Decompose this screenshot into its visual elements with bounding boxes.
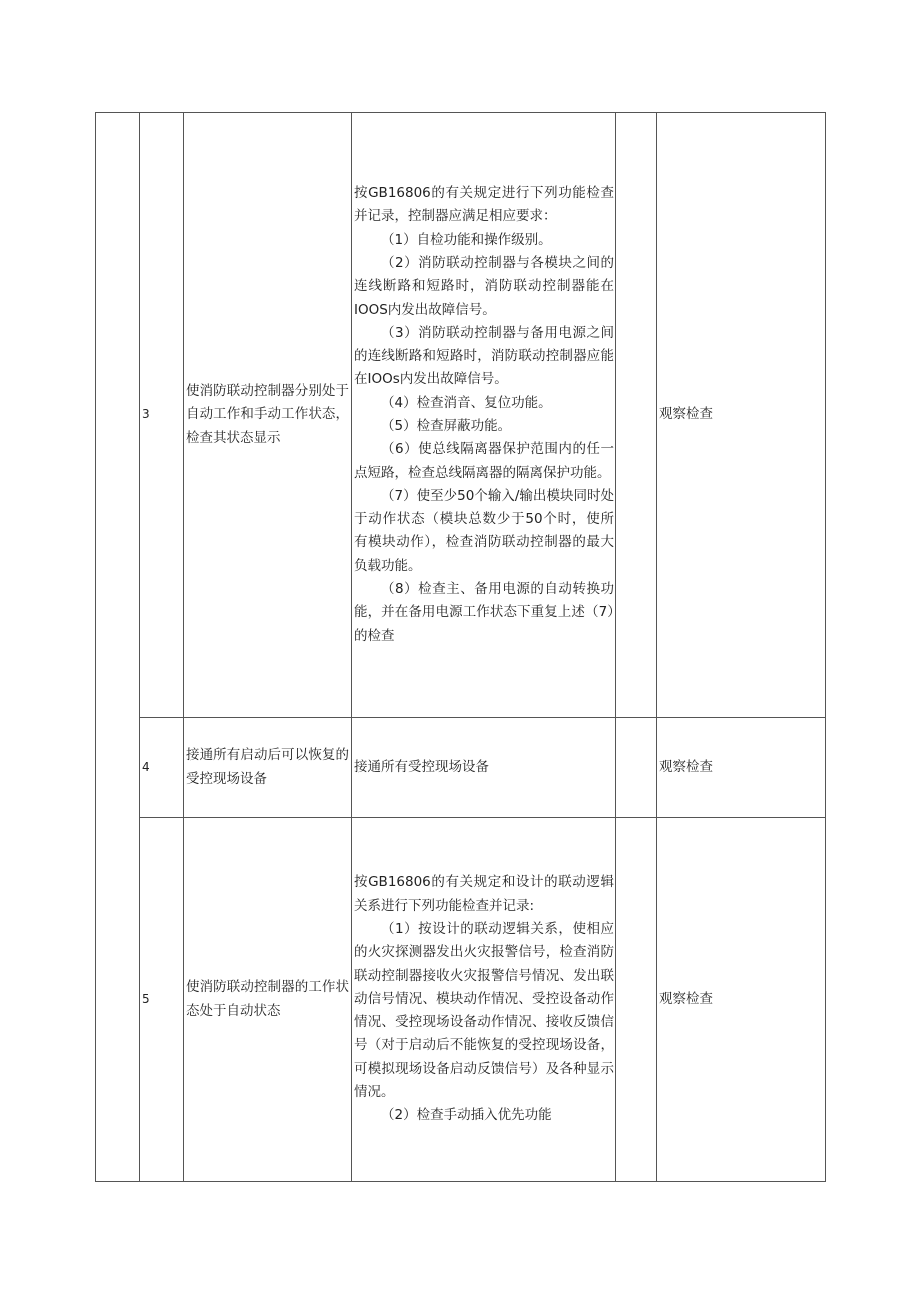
check-method <box>352 818 616 1182</box>
empty-cell <box>616 113 657 718</box>
row-number: 5 <box>140 818 184 1182</box>
inspection-table <box>95 112 826 1182</box>
method-step: （4）检查消音、复位功能。 <box>381 394 552 411</box>
method-step: （3）消防联动控制器与备用电源之间的连线断路和短路时，消防联动控制器应能在IOOs内发出故障信号。 <box>354 324 614 388</box>
method-step: （7）使至少50个输入/输出模块同时处于动作状态（模块总数少于50个时，使所有模块动作），检查消防联动控制器的最大负载功能。 <box>354 487 614 574</box>
method-intro: 按GB16806的有关规定进行下列功能检查并记录，控制器应满足相应要求： <box>354 185 614 225</box>
check-method <box>352 718 616 818</box>
table-row <box>96 113 826 718</box>
method-step: （1）按设计的联动逻辑关系，使相应的火灾探测器发出火灾报警信号，检查消防联动控制器接收火灾报警信号情况、发出联动信号情况、模块动作情况、受控设备动作情况、受控现场设备动作情况、接收反馈信号（对于启动后不能恢复的受控现场设备，可模拟现场设备启动反馈信号）及各种显示情况。 <box>354 920 614 1101</box>
row-number: 3 <box>140 113 184 718</box>
method-intro: 按GB16806的有关规定和设计的联动逻辑关系进行下列功能检查并记录: <box>354 874 614 914</box>
check-result: 观察检查 <box>657 818 826 1182</box>
table-row <box>96 818 826 1182</box>
check-item: 接通所有启动后可以恢复的受控现场设备 <box>184 718 352 818</box>
empty-cell <box>616 818 657 1182</box>
method-step: （2）消防联动控制器与各模块之间的连线断路和短路时，消防联动控制器能在IOOS内发出故障信号。 <box>354 254 614 318</box>
check-item: 使消防联动控制器分别处于自动工作和手动工作状态，检查其状态显示 <box>184 113 352 718</box>
method-step: （1）自检功能和操作级别。 <box>381 231 552 248</box>
method-step: （2）检查手动插入优先功能 <box>381 1107 552 1124</box>
row-number: 4 <box>140 718 184 818</box>
method-step: （5）检查屏蔽功能。 <box>381 418 512 434</box>
empty-cell <box>616 718 657 818</box>
check-method <box>352 113 616 718</box>
method-intro: 接通所有受控现场设备 <box>354 758 489 775</box>
check-result: 观察检查 <box>657 113 826 718</box>
method-step: （8）检查主、备用电源的自动转换功能，并在备用电源工作状态下重复上述（7）的检查 <box>354 581 614 644</box>
check-item: 使消防联动控制器的工作状态处于自动状态 <box>184 818 352 1182</box>
table-row <box>96 718 826 818</box>
check-result: 观察检查 <box>657 718 826 818</box>
method-step: （6）使总线隔离器保护范围内的任一点短路，检查总线隔离器的隔离保护功能。 <box>354 441 614 481</box>
left-margin-cell <box>96 113 140 1182</box>
